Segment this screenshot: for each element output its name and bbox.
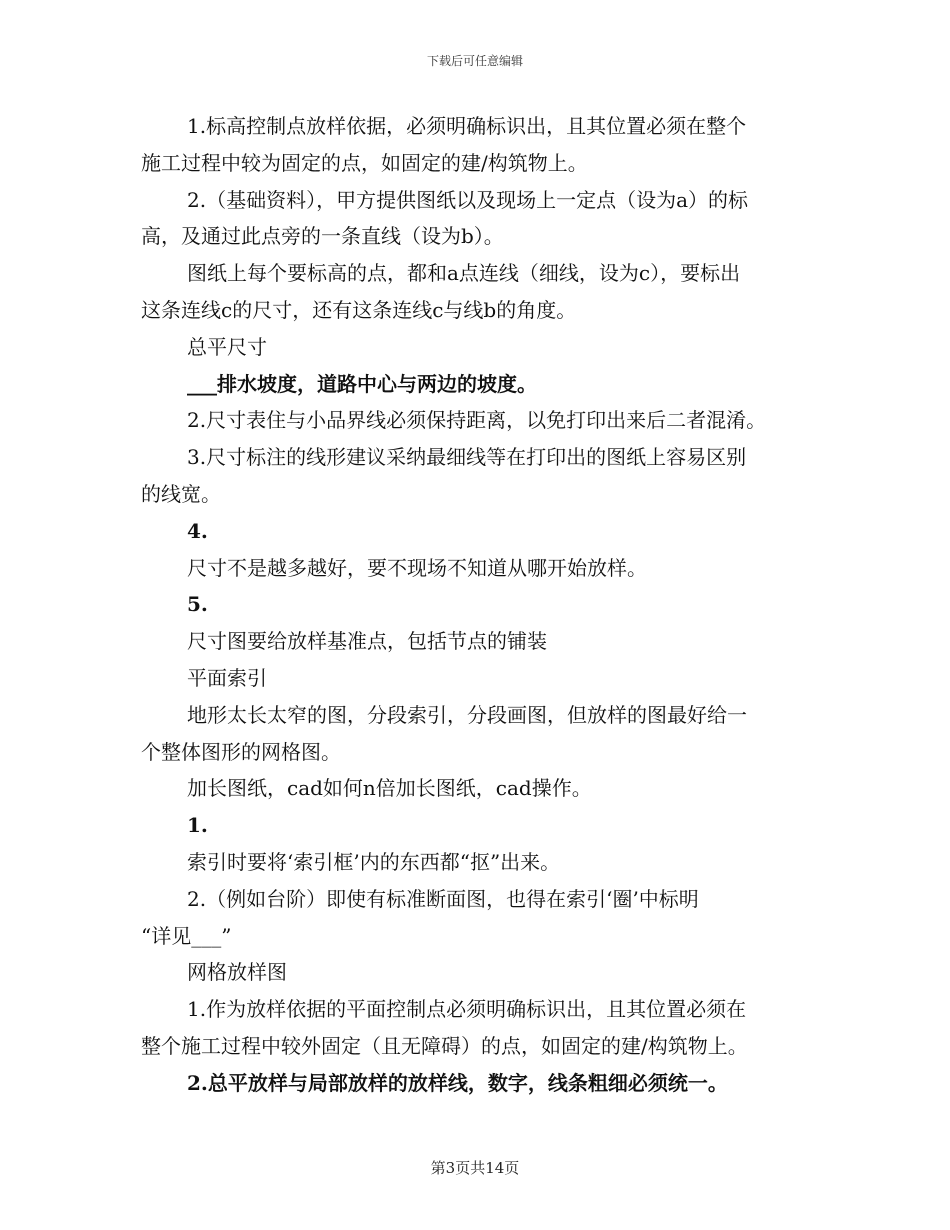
paragraph-line: 索引时要将‘索引框’内的东西都“抠”出来。 <box>187 849 561 874</box>
paragraph-line: 的线宽。 <box>141 481 221 506</box>
paragraph-line: 高，及通过此点旁的一条直线（设为b）。 <box>141 224 504 249</box>
paragraph-line: 加长图纸，cad如何n倍加长图纸，cad操作。 <box>187 776 592 801</box>
paragraph-line: 1.标高控制点放样依据，必须明确标识出，且其位置必须在整个 <box>187 114 747 138</box>
paragraph-line: 2.（基础资料），甲方提供图纸以及现场上一定点（设为a）的标 <box>187 187 749 212</box>
paragraph-line: 平面索引 <box>187 665 267 690</box>
paragraph-line: 1.作为放样依据的平面控制点必须明确标识出，且其位置必须在 <box>187 997 747 1022</box>
paragraph-line: 2.尺寸表住与小品界线必须保持距离，以免打印出来后二者混淆。 <box>187 408 767 433</box>
paragraph-line: 这条连线c的尺寸，还有这条连线c与线b的角度。 <box>141 297 577 322</box>
paragraph-line: 施工过程中较为固定的点，如固定的建/构筑物上。 <box>141 150 588 175</box>
paragraph-line: 3.尺寸标注的线形建议采纳最细线等在打印出的图纸上容易区别 <box>187 445 747 470</box>
paragraph-line: 整个施工过程中较外固定（且无障碍）的点，如固定的建/构筑物上。 <box>141 1033 748 1058</box>
paragraph-line: 总平尺寸 <box>187 334 267 359</box>
paragraph-line: 网格放样图 <box>187 960 287 985</box>
paragraph-line: 图纸上每个要标高的点，都和a点连线（细线，设为c），要标出 <box>187 261 741 286</box>
paragraph-line: 4. <box>187 518 208 543</box>
paragraph-line: 尺寸不是越多越好，要不现场不知道从哪开始放样。 <box>187 555 647 580</box>
paragraph-line: 个整体图形的网格图。 <box>141 739 341 764</box>
document-body <box>141 108 811 1102</box>
paragraph-line: “详见___” <box>141 923 232 948</box>
paragraph-line: 2.（例如台阶）即使有标准断面图，也得在索引‘圈’中标明 <box>187 886 699 911</box>
paragraph-line: 1. <box>187 813 208 838</box>
paragraph-line: 地形太长太窄的图，分段索引，分段画图，但放样的图最好给一 <box>187 702 747 727</box>
paragraph-line: 2.总平放样与局部放样的放样线，数字，线条粗细必须统一。 <box>187 1070 728 1095</box>
page-footer: 第3页共14页 <box>430 1159 520 1177</box>
paragraph-line: 尺寸图要给放样基准点，包括节点的铺装 <box>187 629 547 654</box>
paragraph-line: 5. <box>187 592 208 617</box>
page-header: 下载后可任意编辑 <box>426 54 523 68</box>
paragraph-line: ___排水坡度，道路中心与两边的坡度。 <box>187 371 537 396</box>
